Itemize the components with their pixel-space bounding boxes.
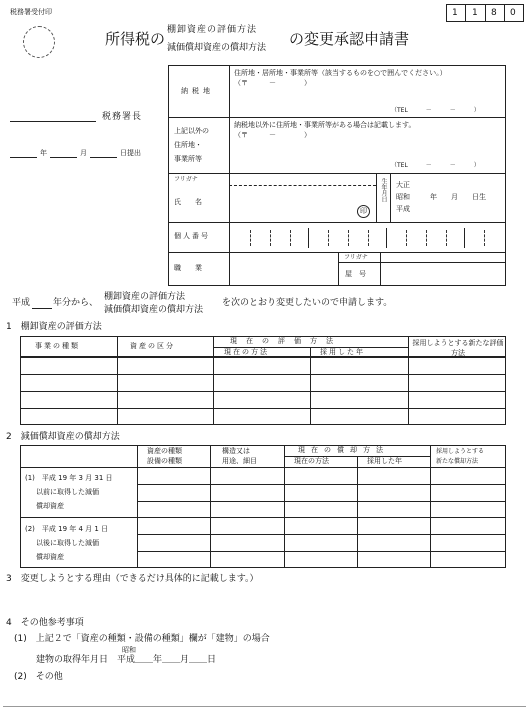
s2-col-new-1: 採用しようとする — [436, 448, 485, 455]
section1-title: 1 棚卸資産の評価方法 — [6, 322, 102, 332]
s2-col-kind-2: 設備の種類 — [147, 457, 182, 465]
date-day-submitted: 日提出 — [120, 149, 141, 157]
s4-item1: (1) 上記２で「資産の種類・設備の種類」欄が「建物」の場合 — [14, 634, 270, 644]
s4-showa: 昭和 — [122, 646, 136, 654]
shop-label: 屋 号 — [345, 270, 366, 278]
s2-col-new-2: 新たな償却方法 — [436, 458, 479, 465]
furigana2-label: フリガナ — [344, 254, 368, 261]
s2-col-current: 現在の償却方法 — [298, 446, 389, 454]
s2-row1-line1: (1) 平成 19 年 3 月 31 日 — [25, 474, 113, 482]
stamp-label: 税務署受付印 — [10, 8, 52, 16]
s1-col-asset: 資産の区分 — [130, 342, 175, 350]
intro-suffix: を次のとおり変更したいので申請します。 — [222, 298, 393, 308]
title-option-inventory: 棚卸資産の評価方法 — [167, 25, 258, 35]
title-prefix: 所得税の — [105, 30, 166, 48]
name-label: 氏 名 — [174, 198, 202, 206]
dob-label: 生年月日 — [380, 178, 387, 202]
intro-prefix: 平成 — [12, 298, 31, 308]
section3-title: 3 変更しようとする理由（できるだけ具体的に記載します。） — [6, 574, 259, 584]
other-addr-postal: （〒 － ） — [234, 131, 311, 139]
s2-row1-line2: 以前に取得した減価 — [36, 488, 99, 496]
other-addr-label-2: 住所地・ — [174, 141, 202, 149]
s2-col-current-method: 現在の方法 — [294, 457, 329, 465]
intro-option-depreciation: 減価償却資産の償却方法 — [104, 305, 204, 315]
mynumber-label: 個人番号 — [174, 232, 210, 240]
date-month: 月 — [80, 149, 87, 157]
era-taisho: 大正 — [396, 181, 410, 189]
section4-title: 4 その他参考事項 — [6, 618, 84, 628]
other-addr-tel: （TEL － － ） — [391, 162, 480, 169]
stamp-circle — [23, 26, 55, 58]
title-suffix: の変更承認申請書 — [289, 30, 410, 48]
s2-row1-line3: 償却資産 — [36, 502, 64, 510]
job-label: 職 業 — [174, 264, 202, 272]
nozei-postal: （〒 － ） — [234, 79, 311, 87]
form-number-digit: 8 — [491, 8, 497, 18]
s2-col-struct-1: 構造又は — [222, 447, 250, 455]
s1-col-business: 事業の種類 — [35, 342, 80, 350]
other-addr-label-3: 事業所等 — [174, 155, 202, 163]
era-showa: 昭和 — [396, 193, 410, 201]
s1-col-adopted-year: 採用した年 — [320, 348, 365, 356]
other-addr-label-1: 上記以外の — [174, 127, 209, 135]
seal-circle — [357, 205, 370, 218]
s2-row2-line3: 償却資産 — [36, 553, 64, 561]
tax-office-label: 税務署長 — [102, 112, 143, 122]
s4-building-date: 建物の取得年月日 平成＿＿年＿＿月＿＿日 — [36, 655, 217, 665]
s2-col-adopted-year: 採用した年 — [367, 457, 402, 465]
intro-option-inventory: 棚卸資産の評価方法 — [104, 292, 186, 302]
form-number-digit: 1 — [452, 8, 458, 18]
intro-year-from: 年分から、 — [53, 298, 99, 308]
s4-item2: (2) その他 — [14, 672, 63, 682]
nozei-note: 住所地・居所地・事業所等（該当するものを○で囲んでください。） — [234, 69, 447, 77]
title-option-depreciation: 減価償却資産の償却方法 — [167, 43, 267, 53]
other-addr-note: 納税地以外に住所地・事業所等がある場合は記載します。 — [234, 121, 416, 129]
s2-row2-line2: 以後に取得した減価 — [36, 539, 99, 547]
era-heisei: 平成 — [396, 205, 410, 213]
s2-col-struct-2: 用途、細目 — [222, 457, 257, 465]
form-number-digit: 1 — [472, 8, 478, 18]
s1-col-new: 採用しようとする新たな評価方法 — [412, 339, 504, 357]
date-year: 年 — [40, 149, 47, 157]
form-number-digit: 0 — [510, 8, 516, 18]
s1-col-current-method: 現在の方法 — [224, 348, 269, 356]
s2-col-kind-1: 資産の種類 — [147, 447, 182, 455]
nozei-label: 納税地 — [181, 87, 214, 95]
furigana-label: フリガナ — [174, 176, 198, 183]
section2-title: 2 減価償却資産の償却方法 — [6, 432, 120, 442]
nozei-tel: （TEL － － ） — [391, 107, 480, 114]
section2-table — [20, 445, 506, 568]
s2-row2-line1: (2) 平成 19 年 4 月 1 日 — [25, 525, 109, 533]
seal-label: 印 — [360, 207, 367, 215]
dob-ymd: 年 月 日生 — [430, 193, 486, 201]
s1-col-current: 現在の評価方法 — [230, 337, 342, 345]
